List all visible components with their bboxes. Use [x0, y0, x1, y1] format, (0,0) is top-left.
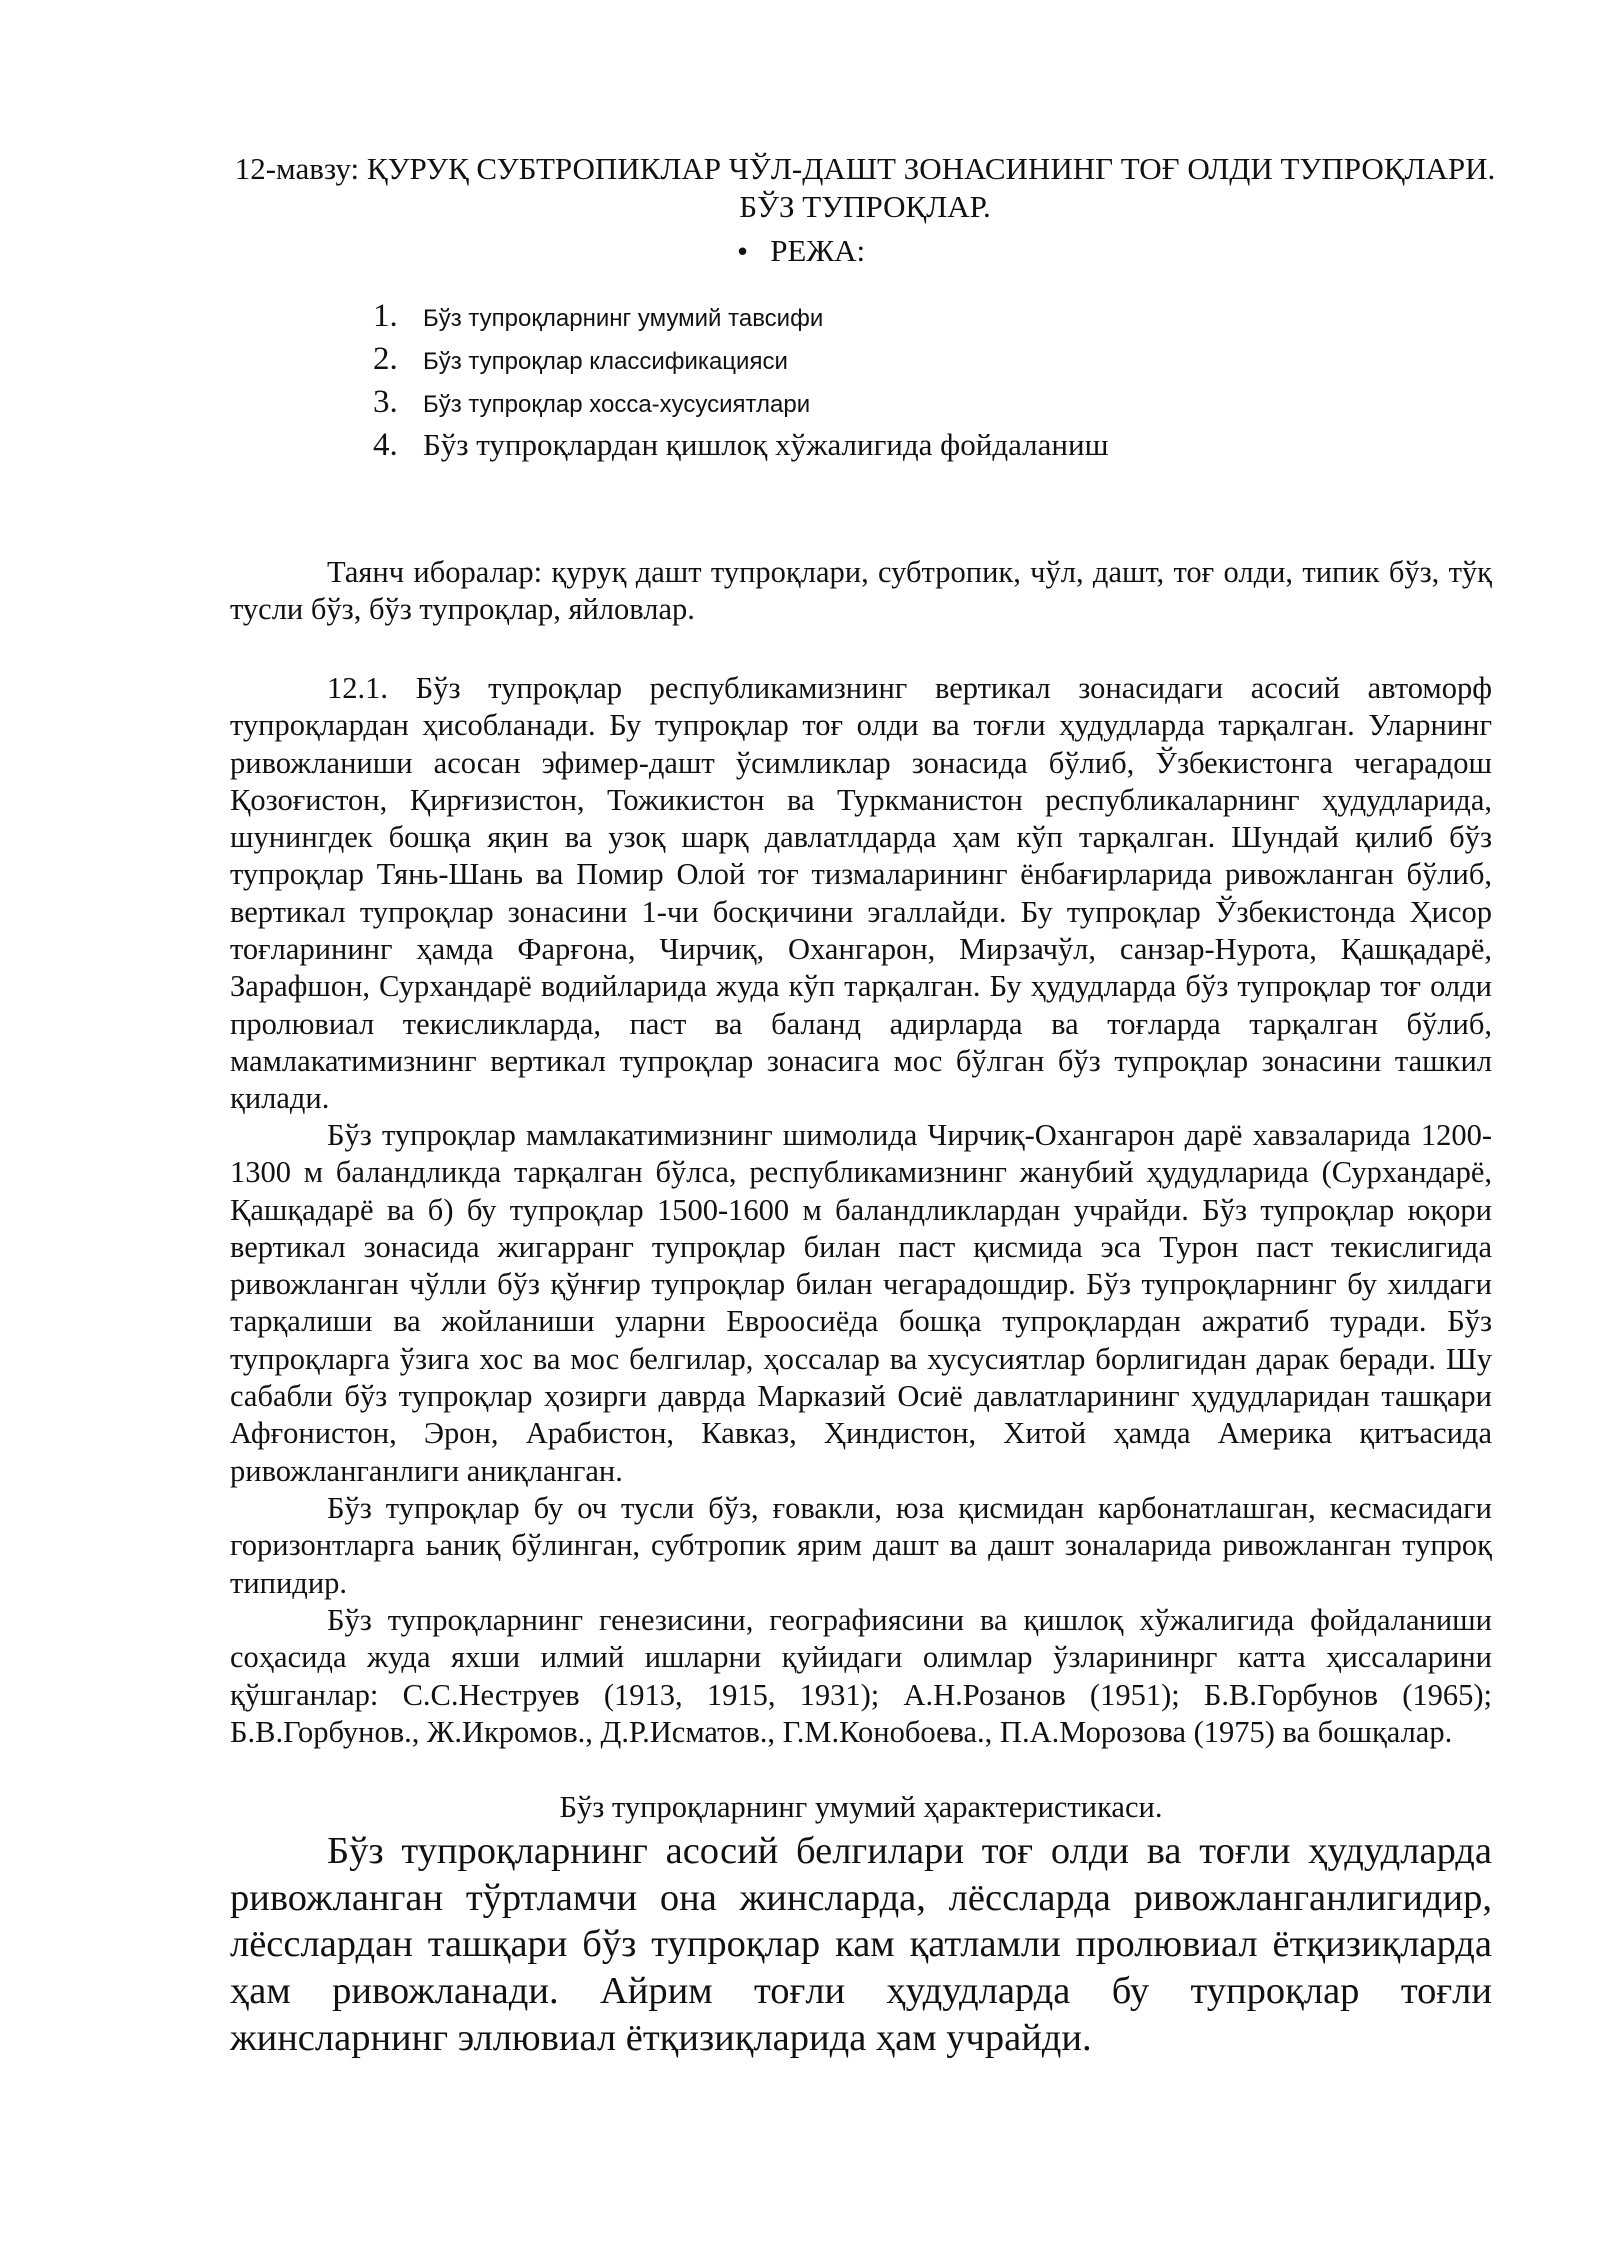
plan-item [373, 298, 1108, 341]
plan-item-number: 3. [373, 384, 398, 420]
plan-item-number: 1. [373, 298, 398, 334]
plan-item-number: 2. [373, 341, 398, 377]
keywords-paragraph: Таянч иборалар: қуруқ дашт тупроқлари, субтропик, чўл, дашт, тоғ олди, типик бўз, тўқ тусли бўз, бўз тупроқлар, яйловлар. [230, 555, 1492, 627]
section-subheading: Бўз тупроқларнинг умумий ҳарактеристикаси. [559, 1790, 1163, 1824]
plan-heading-text: РЕЖА: [770, 233, 866, 268]
plan-list [373, 298, 1108, 470]
bullet-icon: • [734, 238, 751, 268]
body-paragraph: Бўз тупроқлар бу оч тусли бўз, ғовакли, юза қисмидан карбонатлашган, кесмасидаги горизонтларга ьаниқ бўлинган, субтропик ярим дашт ва дашт зоналарида ривожланган тупроқ типидир. [230, 1491, 1492, 1600]
plan-heading [0, 232, 1600, 272]
body-paragraph: 12.1. Бўз тупроқлар республикамизнинг вертикал зонасидаги асосий автоморф тупроқлардан ҳисобланади. Бу тупроқлар тоғ олди ва тоғли ҳудудларда тарқалган. Уларнинг ривожланиши асосан эфимер-дашт ўсимликлар зонасида бўлиб, Ўзбекистонга чегарадош Қозоғистон, Қирғизистон, Тожикистон ва Туркманистон республикаларнинг ҳудудларида, шунингдек бошқа яқин ва узоқ шарқ давлатлдарда ҳам кўп тарқалган. Шундай қилиб бўз тупроқлар Тянь-Шань ва Помир Олой тоғ тизмаларининг ёнбағирларида ривожланган бўлиб, вертикал тупроқлар зонасини 1-чи босқичини эгаллайди. Бу тупроқлар Ўзбекистонда Ҳисор тоғларининг ҳамда Фарғона, Чирчиқ, Охангарон, Мирзачўл, санзар-Нурота, Қашқадарё, Зарафшон, Сурхандарё водийларида жуда кўп тарқалган. Бу ҳудудларда бўз тупроқлар тоғ олди пролювиал текисликларда, паст ва баланд адирларда ва тоғларда тарқалган бўлиб, мамлакатимизнинг вертикал тупроқлар зонасига мос бўлган бўз тупроқлар зонасини ташкил қилади. [230, 671, 1492, 1116]
plan-item [373, 384, 1108, 427]
body-paragraph: Бўз тупроқларнинг генезисини, географиясини ва қишлоқ хўжалигида фойдаланиши соҳасида жуда яхши илмий ишларни қуйидаги олимлар ўзларининрг катта ҳиссаларини қўшганлар: С.С.Неструев (1913, 1915, 1931); А.Н.Розанов (1951); Б.В.Горбунов (1965); Б.В.Горбунов., Ж.Икромов., Д.Р.Исматов., Г.М.Конобоева., П.А.Морозова (1975) ва бошқалар. [230, 1603, 1492, 1749]
plan-item [373, 427, 1108, 470]
body-paragraph: Бўз тупроқлар мамлакатимизнинг шимолида Чирчиқ-Охангарон дарё хавзаларида 1200-1300 м баландликда тарқалган бўлса, республикамизнинг жанубий ҳудудларида (Сурхандарё, Қашқадарё ва б) бу тупроқлар 1500-1600 м баландликлардан учрайди. Бўз тупроқлар юқори вертикал зонасида жигарранг тупроқлар билан паст қисмида эса Турон паст текислигида ривожланган чўлли бўз қўнғир тупроқлар билан чегарадошдир. Бўз тупроқларнинг бу хилдаги тарқалиши ва жойланиши уларни Евроосиёда бошқа тупроқлардан ажратиб туради. Бўз тупроқларга ўзига хос ва мос белгилар, ҳоссалар ва хусусиятлар борлигидан дарак беради. Шу сабабли бўз тупроқлар ҳозирги даврда Марказий Осиё давлатларининг ҳудудларидан ташқари Афғонистон, Эрон, Арабистон, Кавказ, Ҳиндистон, Хитой ҳамда Америка қитъасида ривожланганлиги аниқланган. [230, 1118, 1492, 1488]
large-paragraph: Бўз тупроқларнинг асосий белгилари тоғ олди ва тоғли ҳудудларда ривожланган тўртламчи она жинсларда, лёссларда ривожланганлигидир, лёсслардан ташқари бўз тупроқлар кам қатламли пролювиал ётқизиқларда ҳам ривожланади. Айрим тоғли ҳудудларда бу тупроқлар тоғли жинсларнинг эллювиал ётқизиқларида ҳам учрайди. [230, 1830, 1492, 2059]
document-title: 12-мавзу: ҚУРУҚ СУБТРОПИКЛАР ЧЎЛ-ДАШТ ЗОНАСИНИНГ ТОҒ ОЛДИ ТУПРОҚЛАРИ. БЎЗ ТУПРОҚЛАР. [234, 151, 1496, 224]
plan-item [373, 341, 1108, 384]
plan-item-text: Бўз тупроқлардан қишлоқ хўжалигида фойдаланиш [423, 427, 1109, 462]
plan-item-number: 4. [373, 427, 398, 463]
plan-item-text: Бўз тупроқлар классификацияси [423, 348, 788, 375]
plan-item-text: Бўз тупроқларнинг умумий тавсифи [423, 305, 824, 332]
plan-item-text: Бўз тупроқлар хосса-хусусиятлари [423, 391, 811, 418]
